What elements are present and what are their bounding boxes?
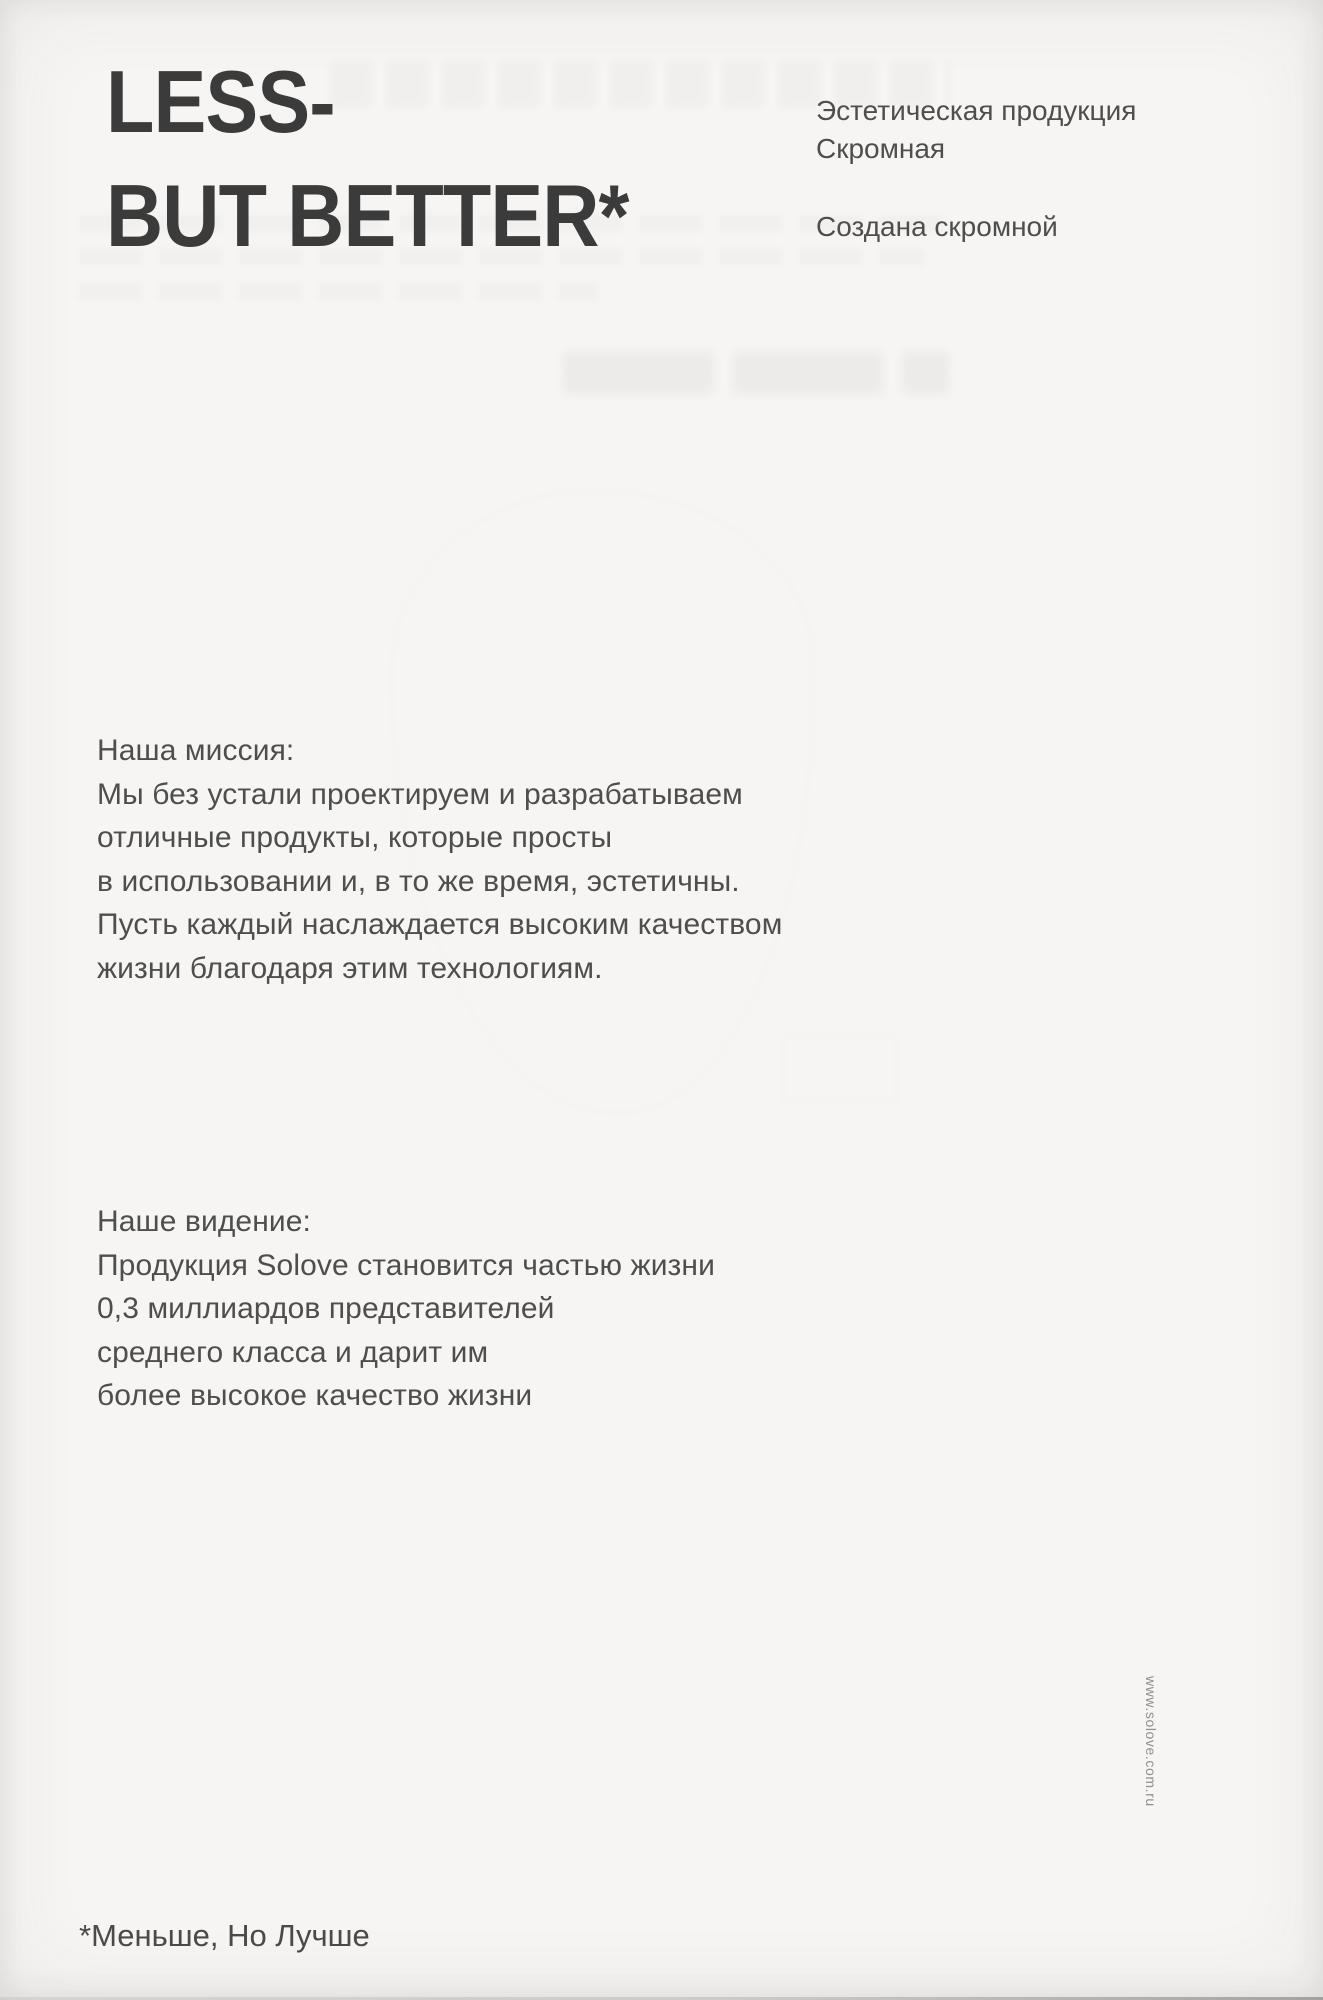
vision-heading: Наше видение: bbox=[97, 1205, 311, 1238]
tagline-line2: Скромная bbox=[816, 133, 946, 164]
vision-line: более высокое качество жизни bbox=[97, 1379, 533, 1412]
showthrough-box bbox=[782, 1035, 898, 1103]
tagline-gap bbox=[816, 168, 1136, 208]
mission-line: Пусть каждый наслаждается высоким качеством bbox=[97, 908, 783, 941]
showthrough-subheading bbox=[563, 352, 949, 394]
tagline-line3: Создана скромной bbox=[816, 211, 1058, 242]
mission-line: Мы без устали проектируем и разрабатываем bbox=[97, 777, 743, 811]
headline-line1: LESS- bbox=[106, 52, 335, 151]
website-url: www.solove.com.ru bbox=[1143, 1676, 1159, 1807]
vision-line: 0,3 миллиардов представителей bbox=[97, 1292, 555, 1325]
vision-line: среднего класса и дарит им bbox=[97, 1335, 489, 1369]
mission-line: отличные продукты, которые просты bbox=[97, 821, 613, 854]
mission-heading: Наша миссия: bbox=[97, 734, 295, 767]
mission-line: жизни благодаря этим технологиям. bbox=[97, 951, 603, 985]
mission-line: в использовании и, в то же время, эстетичны. bbox=[97, 864, 740, 898]
showthrough-text-line bbox=[78, 282, 598, 300]
tagline-line1: Эстетическая продукция bbox=[816, 95, 1137, 126]
headline-line2: BUT BETTER* bbox=[106, 166, 629, 265]
mission-block bbox=[97, 729, 782, 990]
tagline-block bbox=[816, 92, 1136, 246]
footnote: *Меньше, Но Лучше bbox=[79, 1918, 370, 1953]
vision-block bbox=[97, 1200, 715, 1418]
vision-line: Продукция Solove становится частью жизни bbox=[97, 1248, 715, 1282]
